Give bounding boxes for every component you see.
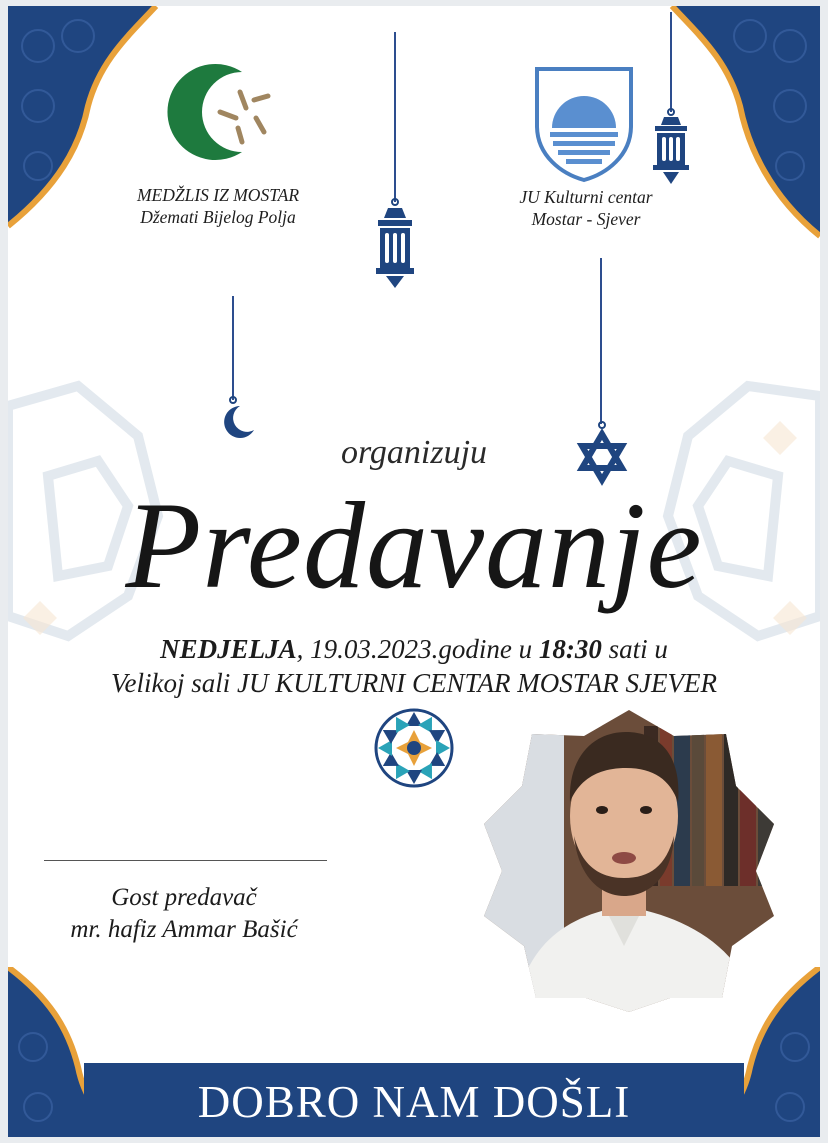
organizer-left-text (98, 184, 338, 228)
lantern-icon (650, 108, 692, 186)
guest-label: Gost predavač (111, 884, 257, 911)
organizer-right-line2: Mostar - Sjever (531, 209, 641, 229)
organizer-left-line2: Džemati Bijelog Polja (140, 207, 296, 227)
event-venue: Velikoj sali JU KULTURNI CENTAR MOSTAR SJEVER (111, 668, 717, 698)
page-title: Predavanje (125, 477, 703, 614)
organizer-right-line1: JU Kulturni centar (519, 187, 653, 207)
divider (44, 860, 327, 861)
hanging-wire (600, 258, 602, 424)
organizer-left-line1: MEDŽLIS IZ MOSTAR (136, 185, 300, 205)
event-time-suffix: sati u (601, 634, 668, 664)
shield-logo-icon (534, 66, 634, 184)
crescent-logo-icon (160, 60, 280, 164)
event-details (8, 632, 820, 700)
guest-name: mr. hafiz Ammar Bašić (70, 916, 298, 943)
event-time: 18:30 (538, 634, 602, 664)
lantern-icon (372, 198, 418, 290)
poster (8, 6, 820, 1137)
event-date-line (8, 632, 820, 666)
rosette-ornament-icon (372, 706, 456, 790)
hanging-wire (232, 296, 234, 400)
organizer-right-text (466, 186, 706, 230)
speaker-photo (474, 706, 784, 1016)
guest-info (24, 882, 344, 946)
footer-banner: DOBRO NAM DOŠLI (84, 1063, 744, 1137)
intro-text: organizuju (340, 434, 488, 471)
hanging-wire (670, 12, 672, 112)
event-date: , 19.03.2023.godine u (296, 634, 539, 664)
hanging-wire (394, 32, 396, 202)
event-day: NEDJELJA (160, 634, 297, 664)
